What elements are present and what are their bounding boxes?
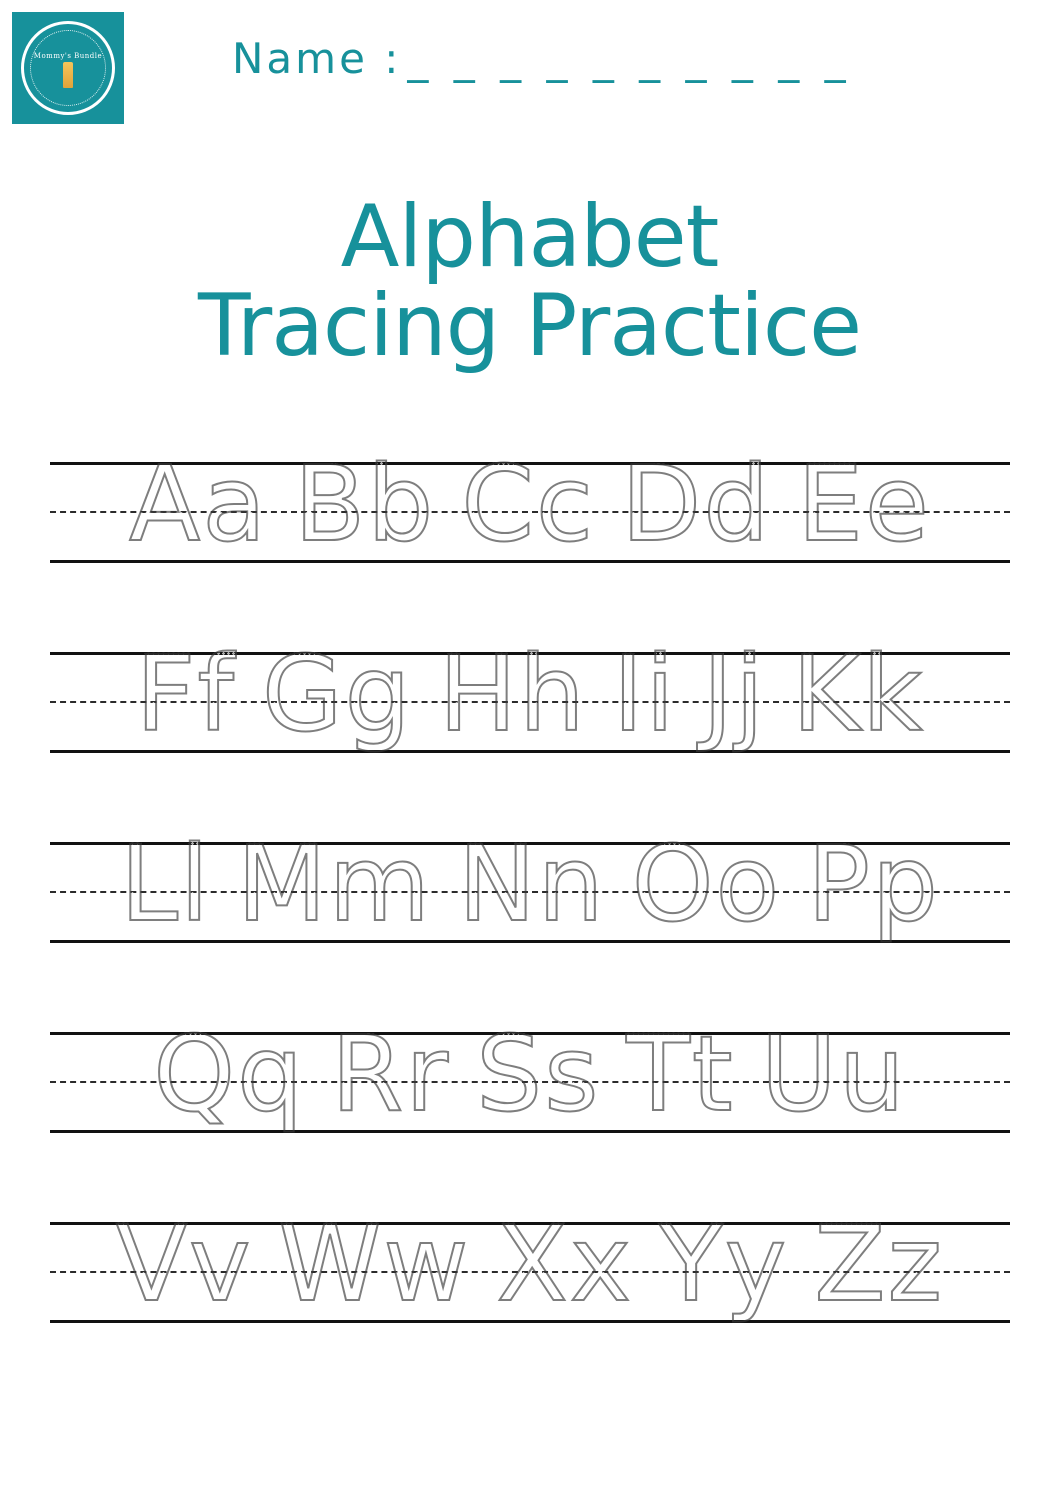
name-field bbox=[232, 34, 852, 83]
letter-pair: Ff bbox=[135, 633, 237, 755]
pencil-icon bbox=[63, 62, 73, 88]
brand-logo bbox=[12, 12, 124, 124]
letter-pair: Bb bbox=[293, 443, 436, 565]
letter-group bbox=[50, 630, 1010, 790]
letter-pair: Jj bbox=[702, 633, 766, 755]
page-title-line-2: Tracing Practice bbox=[197, 276, 862, 377]
tracing-row bbox=[0, 630, 1059, 790]
letter-pair: Zz bbox=[814, 1203, 945, 1325]
letter-pair: Ee bbox=[797, 443, 931, 565]
letter-pair: Aa bbox=[129, 443, 268, 565]
letter-pair: Ll bbox=[120, 823, 211, 945]
letter-group bbox=[50, 820, 1010, 980]
letter-group bbox=[50, 1200, 1010, 1360]
page-title bbox=[0, 187, 1059, 377]
letter-pair: Gg bbox=[262, 633, 413, 755]
letter-pair: Nn bbox=[457, 823, 606, 945]
letter-pair: Yy bbox=[659, 1203, 789, 1325]
tracing-row bbox=[0, 1200, 1059, 1360]
letter-pair: Cc bbox=[461, 443, 596, 565]
letter-pair: Rr bbox=[331, 1013, 451, 1135]
letter-pair: Kk bbox=[791, 633, 925, 755]
letter-pair: Hh bbox=[438, 633, 587, 755]
letter-pair: Xx bbox=[496, 1203, 634, 1325]
logo-circle bbox=[21, 21, 115, 115]
letter-pair: Mm bbox=[236, 823, 432, 945]
letter-group bbox=[50, 440, 1010, 600]
letter-pair: Qq bbox=[153, 1013, 306, 1135]
page-title-line-1: Alphabet bbox=[340, 187, 719, 287]
logo-brand-text: Mommy's Bundle bbox=[33, 52, 103, 60]
worksheet-header bbox=[0, 0, 1059, 140]
letter-pair: Pp bbox=[807, 823, 940, 945]
tracing-rows bbox=[0, 440, 1059, 1390]
name-blank-line[interactable]: _ _ _ _ _ _ _ _ _ _ bbox=[407, 34, 852, 83]
letter-pair: Dd bbox=[621, 443, 772, 565]
letter-pair: Uu bbox=[760, 1013, 907, 1135]
tracing-row bbox=[0, 440, 1059, 600]
letter-pair: Ii bbox=[612, 633, 677, 755]
tracing-row bbox=[0, 1010, 1059, 1170]
letter-pair: Ww bbox=[278, 1203, 471, 1325]
letter-pair: Tt bbox=[626, 1013, 735, 1135]
letter-pair: Vv bbox=[115, 1203, 253, 1325]
letter-group bbox=[50, 1010, 1010, 1170]
tracing-row bbox=[0, 820, 1059, 980]
name-label: Name : bbox=[232, 34, 402, 83]
letter-pair: Ss bbox=[476, 1013, 601, 1135]
letter-pair: Oo bbox=[631, 823, 782, 945]
